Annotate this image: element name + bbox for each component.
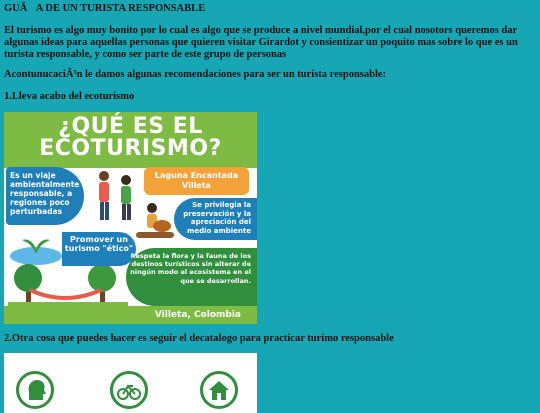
intro-paragraph: El turismo es algo muy bonito por lo cual es algo que se produce a nivel mundial,por el cual nosotors queremos dar algunas ideas para aquellas personas que quieren visitar Girardot y consientizar un poquito mas sobre lo que es un turista responsable, y como ser parte de este grupo de personas: [4, 25, 518, 60]
hands-plant-illustration: [8, 226, 64, 266]
bubble-respect-nature: Respeta la flora y la fauna de los destinos turísticos sin alterar de ningún modo el ecosistema en el que se desarrollan.: [126, 248, 257, 306]
recommendations-intro: AcontunucaciÃ³n le damos algunas recomendaciones para ser un turista responsable:: [4, 69, 387, 80]
recommendation-item-1: 1.Lleva acabo del ecoturismo: [4, 91, 135, 102]
infographic-footer-location: Villeta, Colombia: [4, 306, 257, 324]
head-icon: [16, 371, 54, 409]
guitar-player-illustration: [132, 200, 178, 240]
decalogue-image: [4, 353, 257, 413]
recommendation-item-2: 2.Otra cosa que puedes hacer es seguir el decatalogo para practicar turimo responsable: [4, 333, 394, 344]
page-title: GUÃA DE UN TURISTA RESPONSABLE: [4, 3, 206, 14]
house-icon: [200, 371, 238, 409]
ecotourism-infographic: [4, 112, 257, 324]
bubble-place-name: Laguna Encantada Villeta: [144, 167, 249, 195]
bubble-responsible-travel: Es un viaje ambientalmente responsable, a regiones poco perturbadas: [6, 167, 84, 225]
infographic-title: [4, 116, 257, 160]
bicycle-icon: [110, 371, 148, 409]
bubble-preservation: Se privilegia la preservación y la apreciación del medio ambiente: [174, 198, 257, 240]
infographic-title-line-2: ECOTURISMO?: [39, 136, 222, 161]
bubble-ethical-tourism: Promover un turismo "ético": [62, 232, 136, 266]
infographic-title-line-1: ¿QUÉ ES EL: [58, 114, 203, 139]
hammock-trees-illustration: [8, 262, 128, 306]
